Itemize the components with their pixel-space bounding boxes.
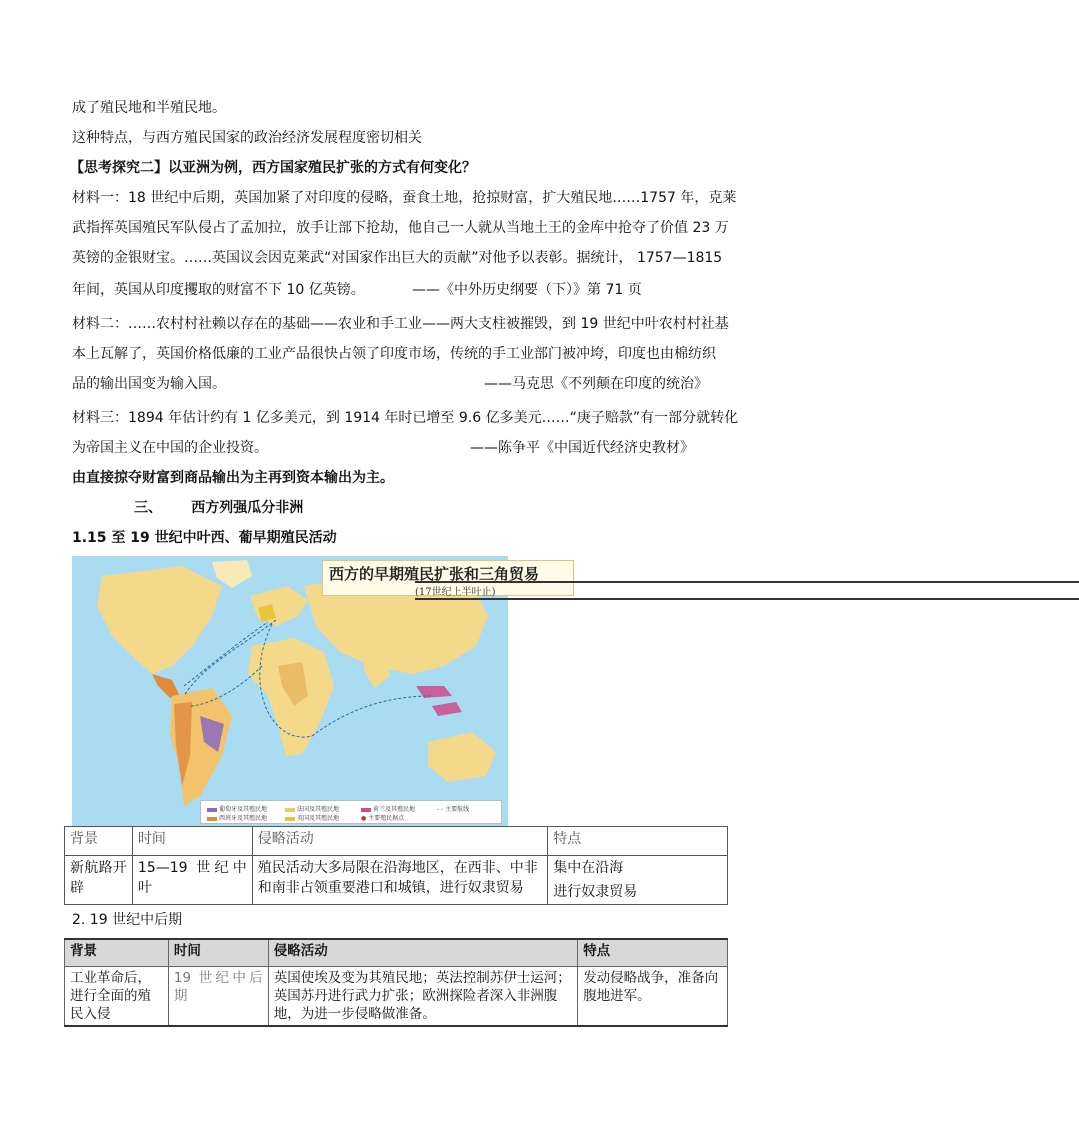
material-1-line: 武指挥英国殖民军队侵占了孟加拉，放手让部下抢劫，他自己一人就从当地土王的金库中抢夺了价值 23 万 — [72, 220, 729, 236]
cell-background: 新航路开辟 — [65, 856, 133, 905]
table-row — [65, 856, 728, 905]
colonial-expansion-map — [72, 556, 540, 826]
legend-item: 西班牙及其殖民地 — [207, 813, 267, 822]
legend-item: - - 主要航线 — [437, 806, 470, 813]
answer-text: 由直接掠夺财富到商品输出为主再到资本输出为主。 — [72, 470, 394, 486]
material-2-line: 品的输出国变为输入国。 — [72, 376, 226, 392]
material-3-line: 材料三：1894 年估计约有 1 亿多美元，到 1914 年时已增至 9.6 亿多美元……“庚子赔款”有一部分就转化 — [72, 410, 739, 426]
table-mid-late-19th — [64, 938, 728, 1027]
material-1-line: 材料一：18 世纪中后期，英国加紧了对印度的侵略，蚕食土地，抢掠财富，扩大殖民地……1757 年，克莱 — [72, 190, 737, 206]
header-cell: 背景 — [65, 827, 133, 856]
text-line: 成了殖民地和半殖民地。 — [72, 100, 226, 116]
map-title: 西方的早期殖民扩张和三角贸易 — [329, 565, 540, 583]
header-cell: 特点 — [578, 939, 728, 967]
map-legend — [200, 800, 502, 824]
map-title-box — [322, 560, 574, 596]
cell-features — [548, 856, 728, 905]
header-cell: 背景 — [65, 939, 169, 967]
legend-item: 法国及其殖民地 — [285, 804, 339, 813]
header-cell: 特点 — [548, 827, 728, 856]
material-2-source: ——马克思《不列颠在印度的统治》 — [484, 376, 708, 392]
header-cell: 侵略活动 — [268, 939, 577, 967]
cell-activity: 殖民活动大多局限在沿海地区，在西非、中非和南非占领重要港口和城镇，进行奴隶贸易 — [252, 856, 548, 905]
subsection-heading: 1.15 至 19 世纪中叶西、葡早期殖民活动 — [72, 530, 337, 546]
legend-item: 英国及其殖民地 — [285, 813, 339, 822]
table-header-row — [65, 939, 728, 967]
map-subtitle: (17世纪上半叶止) — [415, 581, 1079, 600]
cell-features: 发动侵略战争，准备向腹地进军。 — [578, 967, 728, 1027]
header-cell: 时间 — [132, 827, 252, 856]
cell-activity: 英国使埃及变为其殖民地；英法控制苏伊士运河；英国苏丹进行武力扩张；欧洲探险者深入非洲腹地，为进一步侵略做准备。 — [268, 967, 577, 1027]
feature-line: 集中在沿海 — [553, 860, 624, 876]
question-heading: 【思考探究二】以亚洲为例，西方国家殖民扩张的方式有何变化？ — [70, 160, 476, 176]
section-heading: 三、 西方列强瓜分非洲 — [134, 500, 304, 516]
material-3-source: ——陈争平《中国近代经济史教材》 — [470, 440, 694, 456]
table-header-row — [65, 827, 728, 856]
cell-background: 工业革命后，进行全面的殖民入侵 — [65, 967, 169, 1027]
feature-line: 进行奴隶贸易 — [553, 884, 638, 900]
material-1-source: ——《中外历史纲要（下）》第 71 页 — [412, 282, 642, 298]
material-1-line: 英镑的金银财宝。……英国议会因克莱武“对国家作出巨大的贡献”对他予以表彰。据统计， 1757—1815 — [72, 250, 723, 266]
table-early-colonial — [64, 826, 728, 905]
header-cell: 侵略活动 — [252, 827, 548, 856]
header-cell: 时间 — [168, 939, 268, 967]
legend-item: 荷兰及其殖民地 — [361, 804, 415, 813]
material-2-line: 本上瓦解了，英国价格低廉的工业产品很快占领了印度市场，传统的手工业部门被冲垮，印度也由棉纺织 — [72, 346, 716, 362]
table-row — [65, 967, 728, 1027]
cell-time: 15—19 世纪中叶 — [132, 856, 252, 905]
cell-time: 19 世纪中后期 — [168, 967, 268, 1027]
material-3-line: 为帝国主义在中国的企业投资。 — [72, 440, 268, 456]
material-2-line: 材料二：……农村村社赖以存在的基础——农业和手工业——两大支柱被摧毁，到 19 世纪中叶农村村社基 — [72, 316, 729, 332]
text-line: 这种特点，与西方殖民国家的政治经济发展程度密切相关 — [72, 130, 422, 146]
legend-item: ● 主要殖民据点 — [361, 815, 405, 822]
legend-item: 葡萄牙及其殖民地 — [207, 804, 267, 813]
subsection-heading: 2. 19 世纪中后期 — [72, 912, 183, 928]
material-1-line: 年间，英国从印度攫取的财富不下 10 亿英镑。 — [72, 282, 365, 298]
